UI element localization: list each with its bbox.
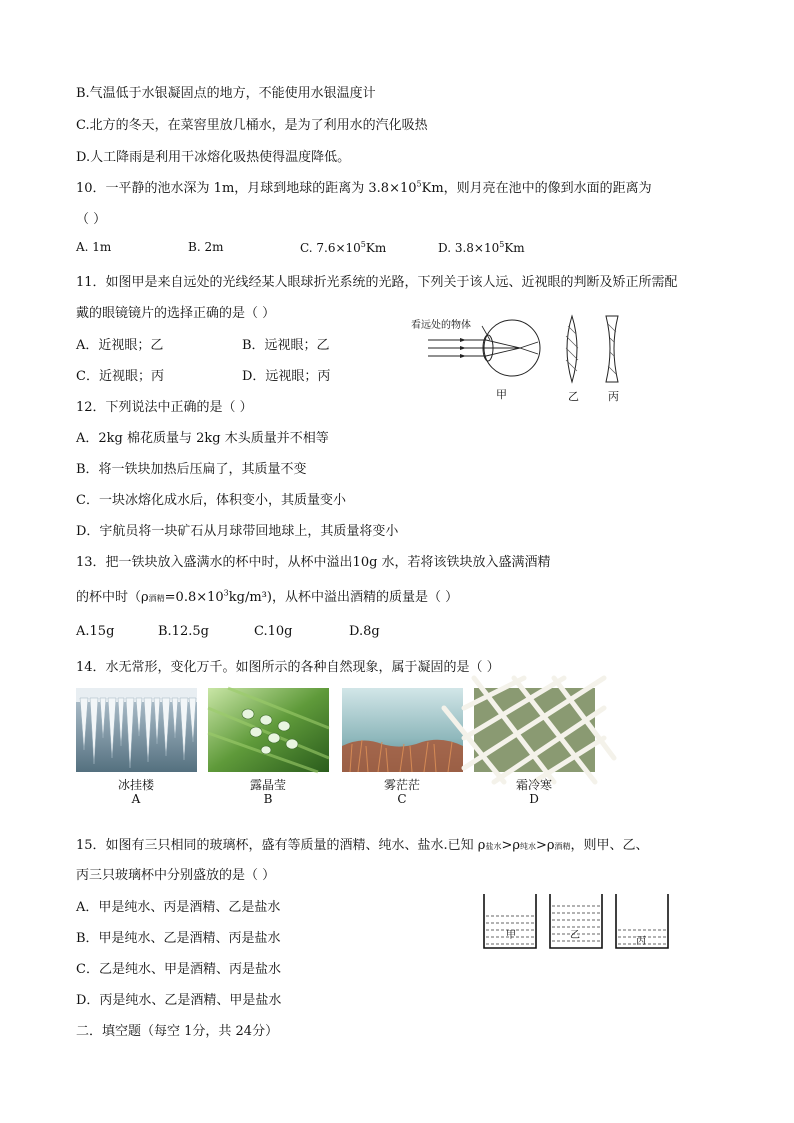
eye-figure-jia: 甲 <box>496 388 507 401</box>
q15-option-b: B．甲是纯水、乙是酒精、丙是盐水 <box>76 931 281 946</box>
q13-stem-line1: 13．把一铁块放入盛满水的杯中时，从杯中溢出10g 水，若将该铁块放入盛满酒精 <box>76 555 551 570</box>
q10-option-a: A. 1m <box>76 240 112 254</box>
icicles-photo <box>76 688 197 772</box>
q12-option-a: A．2kg 棉花质量与 2kg 木头质量并不相等 <box>76 431 329 446</box>
dew-photo <box>208 688 329 772</box>
q11-option-c: C．近视眼；丙 <box>76 369 164 384</box>
q12-option-b: B．将一铁块加热后压扁了，其质量不变 <box>76 462 307 477</box>
q13-option-c: C.10g <box>254 624 293 639</box>
q9-option-c: C.北方的冬天，在菜窖里放几桶水，是为了利用水的汽化吸热 <box>76 118 428 133</box>
eye-figure-yi: 乙 <box>568 390 579 403</box>
eye-figure-label: 看远处的物体 <box>411 320 471 331</box>
cup-bing-label: 丙 <box>636 936 646 947</box>
fog-photo <box>342 688 463 772</box>
eye-figure-bing: 丙 <box>608 390 619 403</box>
q11-option-d: D．远视眼；丙 <box>242 369 331 384</box>
cup-jia-label: 甲 <box>506 930 516 941</box>
q11-option-a: A．近视眼；乙 <box>76 338 164 353</box>
photo-d-caption: 霜冷寒 D <box>515 778 552 806</box>
q13-option-d: D.8g <box>349 624 380 639</box>
photo-b-caption: 露晶莹 B <box>249 778 286 806</box>
q10-paren: （ ） <box>76 212 107 227</box>
q11-stem-line2: 戴的眼镜镜片的选择正确的是（ ） <box>76 306 276 321</box>
q10-option-d: D. $3.8\times 10^5Km$ <box>438 240 525 255</box>
q15-option-a: A．甲是纯水、丙是酒精、乙是盐水 <box>76 900 281 915</box>
q15-option-c: C．乙是纯水、甲是酒精、丙是盐水 <box>76 962 281 977</box>
q13-option-a: A.15g <box>76 624 115 639</box>
q13-option-b: B.12.5g <box>158 624 209 639</box>
q10-option-c: C. $7.6\times 10^5Km$ <box>300 240 387 255</box>
q11-option-b: B．远视眼；乙 <box>242 338 330 353</box>
q10-stem: 10．一平静的池水深为 1m，月球到地球的距离为 $3.8\times 10^5Km$，则月亮在池中的像到水面的距离为 <box>76 179 652 196</box>
q9-option-b: B.气温低于水银凝固点的地方，不能使用水银温度计 <box>76 86 376 101</box>
q12-option-c: C．一块冰熔化成水后，体积变小，其质量变小 <box>76 493 346 508</box>
q15-stem-line2: 丙三只玻璃杯中分别盛放的是（ ） <box>76 868 276 883</box>
q15-option-d: D．丙是纯水、乙是酒精、甲是盐水 <box>76 993 282 1008</box>
section-2-heading: 二．填空题（每空 1分，共 24分） <box>76 1024 279 1039</box>
q14-stem: 14．水无常形，变化万千。如图所示的各种自然现象，属于凝固的是（ ） <box>76 660 500 675</box>
photo-a-caption: 冰挂楼 A <box>117 778 154 806</box>
q10-option-b: B. 2m <box>188 240 224 254</box>
q12-stem: 12．下列说法中正确的是（ ） <box>76 400 253 415</box>
frost-photo <box>474 688 595 772</box>
q12-option-d: D．宇航员将一块矿石从月球带回地球上，其质量将变小 <box>76 524 399 539</box>
photo-c-caption: 雾茫茫 C <box>383 778 420 806</box>
q9-option-d: D.人工降雨是利用干冰熔化吸热使得温度降低。 <box>76 150 351 165</box>
q11-stem-line1: 11．如图甲是来自远处的光线经某人眼球折光系统的光路，下列关于该人远、近视眼的判断及矫正所需配 <box>76 275 678 290</box>
q13-stem-line2: 的杯中时（ρ酒精$=0.8\times 10^3kg/m^3$)，从杯中溢出酒精的质量是（ ） <box>76 588 459 605</box>
q15-stem-line1: 15．如图有三只相同的玻璃杯，盛有等质量的酒精、纯水、盐水.已知 ρ盐水>ρ纯水>ρ酒精，则甲、乙、 <box>76 838 649 853</box>
cup-yi-label: 乙 <box>570 930 580 941</box>
